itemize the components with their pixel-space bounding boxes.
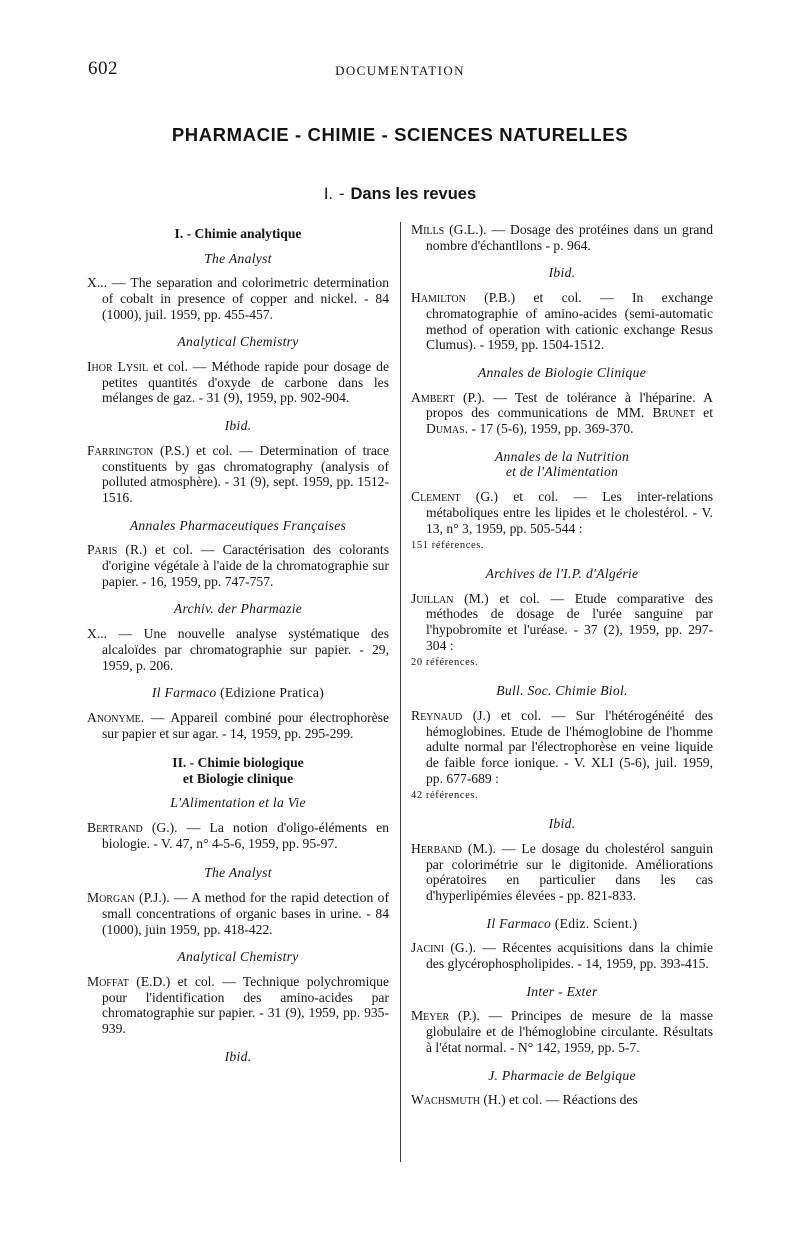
section-title: PHARMACIE - CHIMIE - SCIENCES NATURELLES xyxy=(171,124,629,145)
journal-edition: (Ediz. Scient.) xyxy=(551,915,638,931)
bibliography-entry xyxy=(87,359,389,406)
entry-author: Bertrand xyxy=(87,820,143,836)
journal-title: The Analyst xyxy=(204,250,272,266)
journal-title: Archives de l'I.P. d'Algérie xyxy=(485,565,639,581)
entry-author: Paris xyxy=(87,542,118,558)
entry-text: (P.). — Principes de mesure de la masse globulaire et de l'hémoglobine circulante. Résultats à l'état normal. - N° 142, 1959, pp. 5-7. xyxy=(426,1008,713,1055)
subsection-dash: - xyxy=(339,185,345,203)
entry-author: Moffat xyxy=(87,974,129,989)
entry-author: Hamilton xyxy=(411,290,466,306)
bibliography-entry xyxy=(87,890,389,937)
entry-text: et col. — Méthode rapide pour dosage de petites quantités d'oxyde de carbone dans les mélanges de gaz. - 31 (9), 1959, pp. 902-904. xyxy=(102,359,389,406)
journal-name: Il Farmaco xyxy=(151,685,217,701)
entry-text: (G.). — Récentes acquisitions dans la chimie des glycérophospholipides. - 14, 1959, pp. 393-415. xyxy=(426,940,713,972)
entry-text: et xyxy=(694,405,713,421)
journal-title: Annales Pharmaceutiques Françaises xyxy=(129,517,347,533)
entry-references: 42 références. xyxy=(411,790,479,802)
bibliography-entry xyxy=(411,1092,713,1108)
entry-references: 151 références. xyxy=(411,540,485,552)
heading-chimie-biologique xyxy=(87,755,389,786)
journal-title: Bull. Soc. Chimie Biol. xyxy=(496,683,628,699)
bibliography-entry xyxy=(411,1008,713,1055)
journal-title: J. Pharmacie de Belgique xyxy=(488,1067,636,1083)
heading-chimie-analytique: I. - Chimie analytique xyxy=(174,226,302,241)
entry-author: Meyer xyxy=(411,1008,450,1024)
subsection-name: Dans les revues xyxy=(350,185,477,203)
bibliography-entry xyxy=(411,841,713,904)
bibliography-entry xyxy=(411,489,713,554)
bibliography-entry xyxy=(87,974,389,1037)
subsection-title xyxy=(0,185,800,204)
journal-title xyxy=(411,916,713,932)
journal-title: Ibid. xyxy=(548,265,576,281)
bibliography-entry xyxy=(87,626,389,673)
journal-title: Archiv. der Pharmazie xyxy=(173,601,303,617)
page-number: 602 xyxy=(88,58,118,79)
journal-title xyxy=(87,685,389,701)
entry-text: (P.B.) et col. — In exchange chromatographie of amino-acides (semi-automatic method of operation with cationic exchange Resus Clumus). - 1959, pp. 1504-1512. xyxy=(426,290,713,353)
journal-title: Analytical Chemistry xyxy=(177,334,299,350)
entry-text: (J.) et col. — Sur l'hétérogénéité des hémoglobines. Etude de l'hémoglobine de l'homme adulte normal par l'électrophorèse en veine liquide de faible force ionique. - V. XLI (5-6), juil. 1959, pp. 677-689 : xyxy=(426,707,713,786)
heading-line: et Biologie clinique xyxy=(182,770,294,786)
entry-text: — The separation and colorimetric determination of cobalt in presence of copper and nickel. - 84 (1000), juil. 1959, pp. 455-457. xyxy=(102,275,389,322)
entry-references: 20 références. xyxy=(411,657,479,669)
journal-line: et de l'Alimentation xyxy=(505,464,619,480)
bibliography-entry xyxy=(87,443,389,506)
bibliography-entry xyxy=(411,390,713,437)
journal-title xyxy=(411,449,713,480)
bibliography-entry xyxy=(87,820,389,851)
column-divider xyxy=(400,222,401,1162)
journal-title: Ibid. xyxy=(224,418,252,434)
running-head: DOCUMENTATION xyxy=(335,63,465,78)
bibliography-entry xyxy=(87,275,389,322)
entry-author: Juillan xyxy=(411,590,454,606)
entry-author: Dumas xyxy=(426,421,465,437)
entry-author: Morgan xyxy=(87,890,135,906)
right-column xyxy=(411,222,713,1108)
subsection-number: I. xyxy=(323,185,333,203)
entry-text: — Une nouvelle analyse systématique des alcaloïdes par chromatographie sur papier. - 29, 1959, p. 206. xyxy=(102,626,389,673)
entry-text: (P.). — Test de tolérance à l'héparine. A propos des communications de MM. xyxy=(426,389,713,421)
journal-title: Annales de Biologie Clinique xyxy=(477,364,647,380)
journal-title: The Analyst xyxy=(204,865,272,881)
entry-text: (G.) et col. — Les inter-relations métaboliques entre les lipides et le cholestérol. - V. 13, n° 3, 1959, pp. 505-544 : xyxy=(426,489,713,536)
bibliography-entry xyxy=(411,591,713,672)
journal-title: Ibid. xyxy=(548,816,576,832)
entry-author: Reynaud xyxy=(411,707,463,723)
entry-author: Herband xyxy=(411,840,462,856)
entry-author: Mills xyxy=(411,222,445,237)
entry-author: X... xyxy=(87,275,108,291)
journal-title: L'Alimentation et la Vie xyxy=(170,795,306,811)
entry-author: Anonyme. xyxy=(87,709,145,725)
entry-author: Clement xyxy=(411,489,461,505)
bibliography-entry xyxy=(87,710,389,741)
journal-edition: (Edizione Pratica) xyxy=(216,685,325,701)
entry-text: (M.) et col. — Etude comparative des méthodes de dosage de l'urée sanguine par l'hypobromite et l'uréase. - 37 (2), 1959, pp. 297-304 : xyxy=(426,590,713,653)
journal-name: Il Farmaco xyxy=(486,915,552,931)
left-column xyxy=(87,222,389,1074)
entry-author: Brunet xyxy=(652,405,695,421)
entry-author: Ambert xyxy=(411,389,455,405)
entry-author: Jacini xyxy=(411,940,445,956)
bibliography-entry xyxy=(411,708,713,804)
entry-author: Farrington xyxy=(87,442,154,458)
entry-text: (P.S.) et col. — Determination of trace constituents by gas chromatography (analysis of polluted atmosphère). - 31 (9), sept. 1959, pp. 1512-1516. xyxy=(102,442,389,505)
journal-line: Annales de la Nutrition xyxy=(494,448,630,464)
entry-text: (G.L.). — Dosage des protéines dans un grand nombre d'échantllons - p. 964. xyxy=(426,222,713,253)
entry-text: (G.). — La notion d'oligo-éléments en biologie. - V. 47, n° 4-5-6, 1959, pp. 95-97. xyxy=(102,820,389,851)
journal-title: Ibid. xyxy=(224,1048,252,1064)
entry-author: X... xyxy=(87,626,108,642)
entry-author: Ihor Lysil xyxy=(87,359,149,375)
entry-text: (R.) et col. — Caractérisation des colorants d'origine végétale à l'aide de la chromatographie sur papier. - 16, 1959, pp. 747-757. xyxy=(102,542,389,589)
bibliography-entry xyxy=(87,542,389,589)
bibliography-entry xyxy=(411,290,713,353)
entry-text: (P.J.). — A method for the rapid detection of small concentrations of organic bases in urine. - 84 (1000), juin 1959, pp. 418-422. xyxy=(102,890,389,937)
journal-title: Analytical Chemistry xyxy=(177,949,299,965)
entry-text: . - 17 (5-6), 1959, pp. 369-370. xyxy=(464,421,634,437)
entry-author: Wachsmuth xyxy=(411,1092,480,1108)
entry-text: (M.). — Le dosage du cholestérol sanguin par colorimétrie sur le digitonide. Améliorations opératoires en particulier dans les cas d'hyperlipémies élevées - pp. 821-833. xyxy=(426,840,713,903)
entry-text: (H.) et col. — Réactions des xyxy=(479,1092,638,1108)
bibliography-entry xyxy=(411,222,713,253)
entry-text: (E.D.) et col. — Technique polychromique pour l'identification des amino-acides par chromatographie sur papier. - 31 (9), 1959, pp. 935-939. xyxy=(102,974,389,1037)
heading-line: II. - Chimie biologique xyxy=(172,755,304,771)
entry-text: — Appareil combiné pour électrophorèse sur papier et sur agar. - 14, 1959, pp. 295-299. xyxy=(102,709,389,741)
journal-title: Inter - Exter xyxy=(526,983,598,999)
bibliography-entry xyxy=(411,940,713,971)
